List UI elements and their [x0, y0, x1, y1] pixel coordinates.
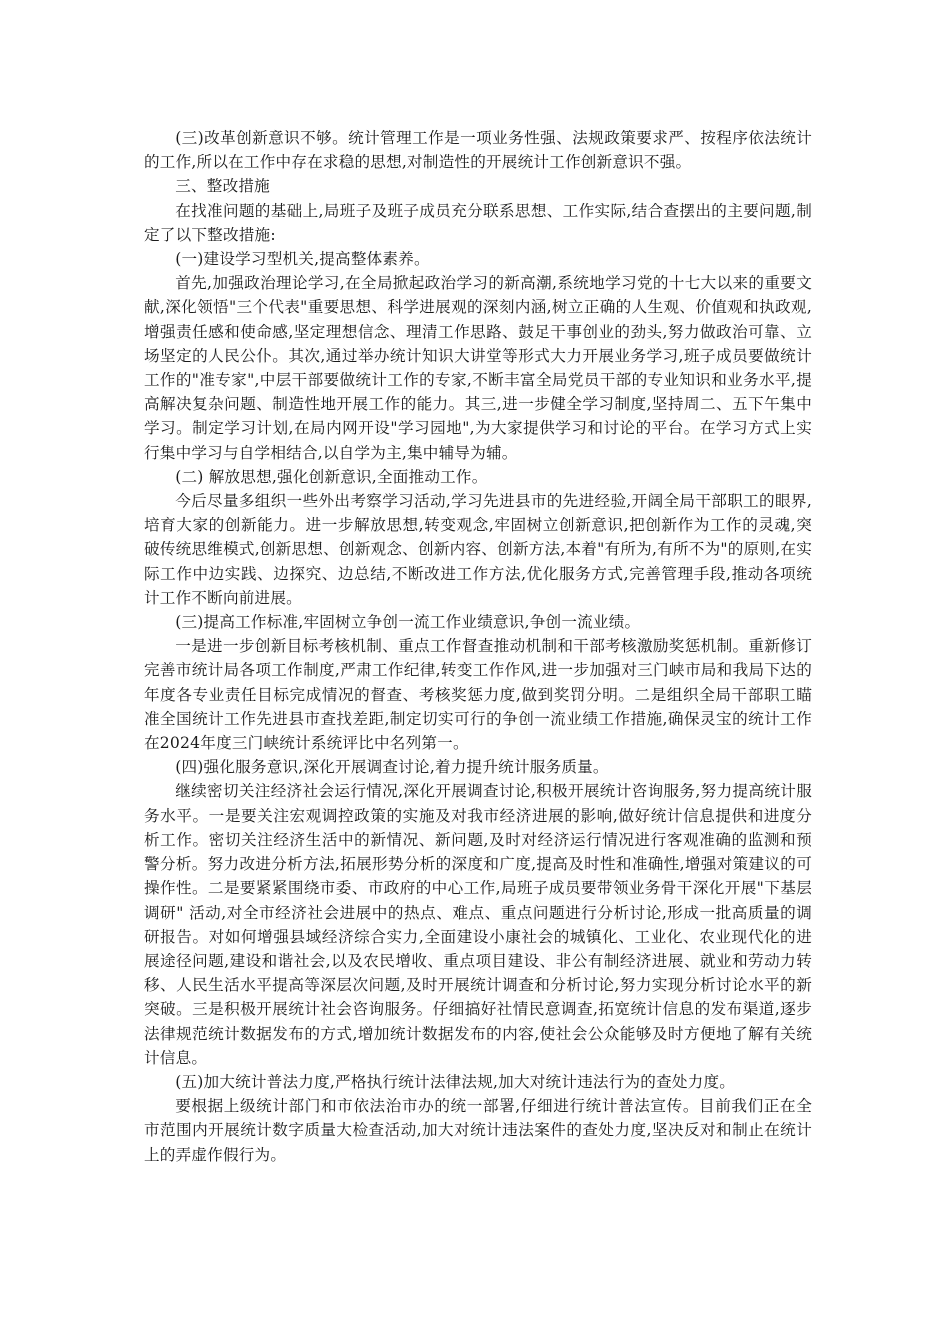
paragraph-reform-awareness: (三)改革创新意识不够。统计管理工作是一项业务性强、法规政策要求严、按程序依法统计的工作,所以在工作中存在求稳的思想,对制造性的开展统计工作创新意识不强。	[144, 129, 812, 172]
subheading-emancipate-mind: (二) 解放思想,强化创新意识,全面推动工作。	[175, 467, 488, 486]
paragraph-law-enforcement: 要根据上级统计部门和市依法治市办的统一部署,仔细进行统计普法宣传。目前我们正在全市范围内开展统计数字质量大检查活动,加大对统计违法案件的查处力度,坚决反对和制止在统计上的弄虚作假行为。	[144, 1097, 812, 1164]
paragraph-service-awareness: 继续密切关注经济社会运行情况,深化开展调查讨论,积极开展统计咨询服务,努力提高统计服务水平。一是要关注宏观调控政策的实施及对我市经济进展的影响,做好统计信息提供和进度分析工作。密切关注经济生活中的新情况、新问题,及时对经济运行情况进行客观准确的监测和预警分析。努力改进分析方法,拓展形势分析的深度和广度,提高及时性和准确性,增强对策建议的可操作性。二是要紧紧围绕市委、市政府的中心工作,局班子成员要带领业务骨干深化开展"下基层调研" 活动,对全市经济社会进展中的热点、难点、重点问题进行分析讨论,形成一批高质量的调研报告。对如何增强县域经济综合实力,全面建设小康社会的城镇化、工业化、农业现代化的进展途径问题,建设和谐社会,以及农民增收、重点项目建设、非公有制经济进展、就业和劳动力转移、人民生活水平提高等深层次问题,及时开展统计调查和分析讨论,努力实现分析讨论水平的新突破。三是积极开展统计社会咨询服务。仔细搞好社情民意调查,拓宽统计信息的发布渠道,逐步法律规范统计数据发布的方式,增加统计数据发布的内容,使社会公众能够及时方便地了解有关统计信息。	[144, 782, 812, 1067]
section-heading-rectification-measures: 三、整改措施	[175, 177, 270, 196]
paragraph-work-standards: 一是进一步创新目标考核机制、重点工作督查推动机制和干部考核激励奖惩机制。重新修订完善市统计局各项工作制度,严肃工作纪律,转变工作作风,进一步加强对三门峡市局和我局下达的年度各专业责任目标完成情况的督查、考核奖惩力度,做到奖罚分明。二是组织全局干部职工瞄准全国统计工作先进县市查找差距,制定切实可行的争创一流业绩工作措施,确保灵宝的统计工作在2024年度三门峡统计系统评比中名列第一。	[144, 637, 812, 753]
document-page	[144, 126, 812, 1167]
paragraph-measures-intro: 在找准问题的基础上,局班子及班子成员充分联系思想、工作实际,结合查摆出的主要问题,制定了以下整改措施:	[144, 201, 812, 244]
subheading-law-enforcement: (五)加大统计普法力度,严格执行统计法律法规,加大对统计违法行为的查处力度。	[175, 1072, 736, 1091]
paragraph-emancipate-mind: 今后尽量多组织一些外出考察学习活动,学习先进县市的先进经验,开阔全局干部职工的眼界,培育大家的创新能力。进一步解放思想,转变观念,牢固树立创新意识,把创新作为工作的灵魂,突破传统思维模式,创新思想、创新观念、创新内容、创新方法,本着"有所为,有所不为"的原则,在实际工作中边实践、边探究、边总结,不断改进工作方法,优化服务方式,完善管理手段,推动各项统计工作不断向前进展。	[144, 492, 812, 607]
paragraph-learning-organization: 首先,加强政治理论学习,在全局掀起政治学习的新高潮,系统地学习党的十七大以来的重要文献,深化领悟"三个代表"重要思想、科学进展观的深刻内涵,树立正确的人生观、价值观和执政观,增强责任感和使命感,坚定理想信念、理清工作思路、鼓足干事创业的劲头,努力做政治可靠、立场坚定的人民公仆。其次,通过举办统计知识大讲堂等形式大力开展业务学习,班子成员要做统计工作的"准专家",中层干部要做统计工作的专家,不断丰富全局党员干部的专业知识和业务水平,提高解决复杂问题、制造性地开展工作的能力。其三,进一步健全学习制度,坚持周二、五下午集中学习。制定学习计划,在局内网开设"学习园地",为大家提供学习和讨论的平台。在学习方式上实行集中学习与自学相结合,以自学为主,集中辅导为辅。	[144, 274, 812, 462]
subheading-service-awareness: (四)强化服务意识,深化开展调查讨论,着力提升统计服务质量。	[175, 758, 609, 777]
subheading-learning-organization: (一)建设学习型机关,提高整体素养。	[175, 250, 430, 269]
subheading-work-standards: (三)提高工作标准,牢固树立争创一流工作业绩意识,争创一流业绩。	[175, 613, 641, 632]
